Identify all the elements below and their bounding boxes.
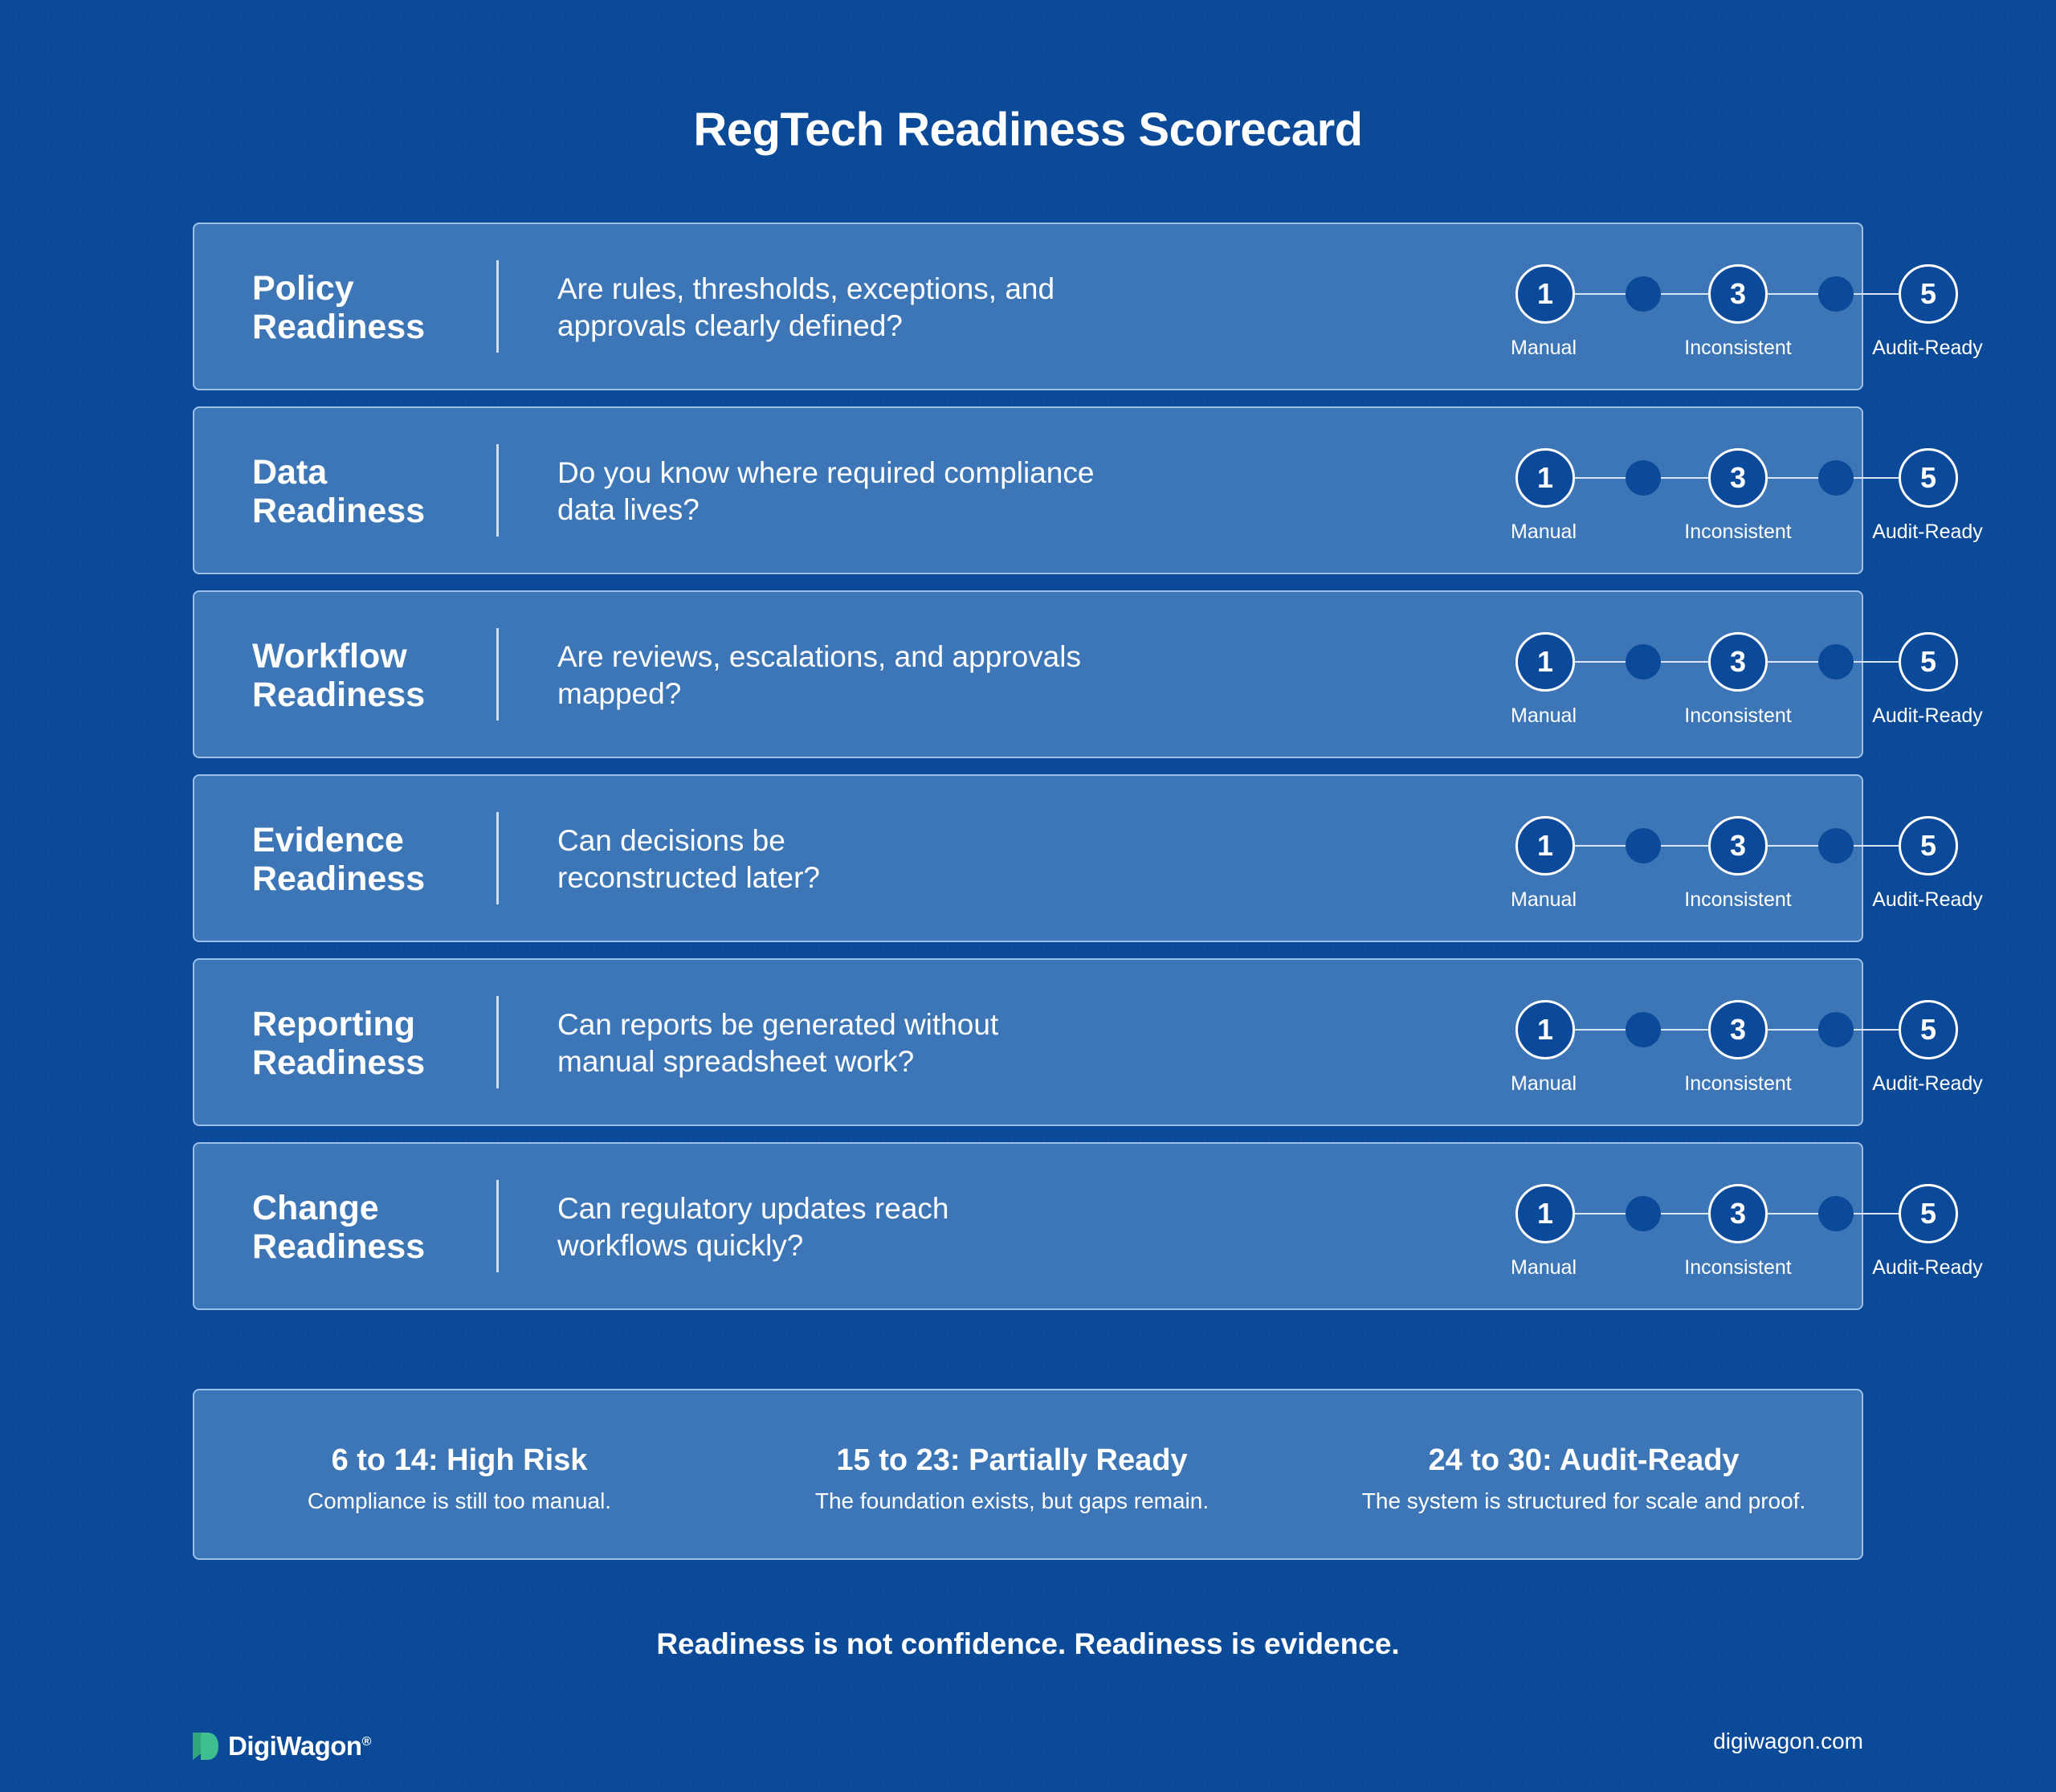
row-question-line1: Are reviews, escalations, and approvals [557, 640, 1081, 673]
rating-option-4[interactable] [1818, 828, 1854, 863]
row-question [557, 271, 1168, 345]
rating-scale [1319, 408, 1983, 576]
rating-option-1[interactable]: 1 [1515, 264, 1575, 324]
scale-label-low: Manual [1511, 1256, 1577, 1279]
rating-option-1[interactable]: 1 [1515, 1184, 1575, 1243]
row-title-line2: Readiness [252, 1043, 426, 1082]
rating-option-5[interactable]: 5 [1899, 632, 1958, 692]
row-question [557, 1006, 1168, 1080]
legend-description: The foundation exists, but gaps remain. [814, 1488, 1210, 1513]
row-title-line2: Readiness [252, 492, 426, 530]
rating-option-5[interactable]: 5 [1899, 1184, 1958, 1243]
rating-option-3[interactable]: 3 [1708, 264, 1768, 324]
row-question [557, 639, 1168, 712]
legend-title: 15 to 23: Partially Ready [836, 1443, 1188, 1477]
row-title-line1: Evidence [252, 821, 404, 859]
page-title: RegTech Readiness Scorecard [693, 104, 1363, 156]
scale-label-high: Audit-Ready [1872, 1072, 1983, 1095]
row-title-line1: Workflow [252, 637, 407, 676]
row-question-line2: workflows quickly? [557, 1229, 804, 1262]
rating-option-3[interactable]: 3 [1708, 1184, 1768, 1243]
registered-mark: ® [361, 1735, 371, 1749]
row-title [252, 269, 493, 346]
rating-option-3[interactable]: 3 [1708, 816, 1768, 876]
scorecard-row-policy [193, 222, 1983, 390]
row-question-line1: Do you know where required compliance [557, 456, 1095, 489]
row-title-line1: Change [252, 1189, 379, 1227]
scorecard-row-evidence [193, 774, 1983, 942]
rating-scale [1319, 224, 1983, 392]
rating-option-5[interactable]: 5 [1899, 1000, 1958, 1059]
row-title-line2: Readiness [252, 1227, 426, 1266]
row-title-line2: Readiness [252, 676, 426, 714]
scale-label-low: Manual [1511, 888, 1577, 911]
row-title-line2: Readiness [252, 308, 426, 346]
tagline: Readiness is not confidence. Readiness is evidence. [656, 1627, 1400, 1660]
digiwagon-logo-icon [191, 1731, 220, 1761]
row-divider [496, 444, 499, 537]
legend-high-risk [194, 1442, 724, 1517]
row-divider [496, 1180, 499, 1272]
row-question [557, 455, 1168, 529]
website-link[interactable]: digiwagon.com [1713, 1729, 1863, 1753]
rating-scale [1319, 776, 1983, 944]
rating-option-1[interactable]: 1 [1515, 1000, 1575, 1059]
scorecard-rows [193, 222, 1983, 1326]
row-title [252, 1189, 493, 1266]
scale-label-low: Manual [1511, 337, 1577, 359]
row-question-line2: reconstructed later? [557, 861, 821, 894]
brand-logo[interactable] [191, 1729, 371, 1764]
brand-name [228, 1731, 371, 1761]
row-question-line2: mapped? [557, 677, 682, 710]
row-title [252, 821, 493, 898]
row-question-line1: Can reports be generated without [557, 1008, 999, 1041]
row-question-line2: data lives? [557, 493, 700, 526]
rating-option-1[interactable]: 1 [1515, 632, 1575, 692]
rating-option-4[interactable] [1818, 276, 1854, 312]
row-question [557, 823, 1168, 896]
row-title-line1: Reporting [252, 1005, 416, 1043]
rating-option-2[interactable] [1626, 276, 1661, 312]
row-divider [496, 628, 499, 720]
legend-title: 24 to 30: Audit-Ready [1428, 1443, 1740, 1477]
rating-scale [1319, 1144, 1983, 1312]
row-question-line1: Can decisions be [557, 824, 785, 857]
row-question-line2: manual spreadsheet work? [557, 1045, 915, 1078]
scale-label-high: Audit-Ready [1872, 337, 1983, 359]
rating-option-3[interactable]: 3 [1708, 632, 1768, 692]
rating-option-1[interactable]: 1 [1515, 816, 1575, 876]
rating-option-2[interactable] [1626, 1196, 1661, 1231]
scale-label-high: Audit-Ready [1872, 1256, 1983, 1279]
scale-label-high: Audit-Ready [1872, 704, 1983, 727]
row-question-line2: approvals clearly defined? [557, 309, 903, 342]
legend-description: Compliance is still too manual. [307, 1488, 612, 1513]
scale-label-high: Audit-Ready [1872, 520, 1983, 543]
rating-scale [1319, 592, 1983, 760]
row-question-line1: Can regulatory updates reach [557, 1192, 949, 1225]
rating-option-5[interactable]: 5 [1899, 264, 1958, 324]
scale-label-mid: Inconsistent [1684, 1256, 1792, 1279]
scorecard-row-workflow [193, 590, 1983, 758]
row-title [252, 1005, 493, 1082]
rating-option-4[interactable] [1818, 644, 1854, 680]
row-title [252, 637, 493, 714]
rating-option-1[interactable]: 1 [1515, 448, 1575, 508]
row-question-line1: Are rules, thresholds, exceptions, and [557, 272, 1055, 305]
scale-label-low: Manual [1511, 520, 1577, 543]
rating-option-4[interactable] [1818, 460, 1854, 496]
row-divider [496, 812, 499, 904]
scale-label-mid: Inconsistent [1684, 888, 1792, 911]
rating-option-2[interactable] [1626, 1012, 1661, 1047]
scorecard-row-data [193, 406, 1983, 574]
rating-scale [1319, 960, 1983, 1128]
row-divider [496, 996, 499, 1088]
rating-option-5[interactable]: 5 [1899, 816, 1958, 876]
rating-option-2[interactable] [1626, 644, 1661, 680]
legend-title: 6 to 14: High Risk [331, 1443, 588, 1477]
row-title [252, 453, 493, 530]
scorecard-row-reporting [193, 958, 1983, 1126]
rating-option-4[interactable] [1818, 1196, 1854, 1231]
scale-label-mid: Inconsistent [1684, 337, 1792, 359]
row-divider [496, 260, 499, 353]
brand-name-text: DigiWagon [228, 1731, 362, 1761]
scale-label-low: Manual [1511, 1072, 1577, 1095]
score-legend [193, 1389, 1863, 1560]
row-title-line2: Readiness [252, 859, 426, 898]
rating-option-4[interactable] [1818, 1012, 1854, 1047]
scale-label-low: Manual [1511, 704, 1577, 727]
legend-partially-ready [747, 1442, 1277, 1517]
row-title-line1: Policy [252, 269, 354, 308]
scale-label-mid: Inconsistent [1684, 704, 1792, 727]
rating-option-5[interactable]: 5 [1899, 448, 1958, 508]
rating-option-2[interactable] [1626, 828, 1661, 863]
row-question [557, 1190, 1168, 1264]
scale-label-mid: Inconsistent [1684, 1072, 1792, 1095]
scorecard-row-change [193, 1142, 1983, 1310]
scale-label-mid: Inconsistent [1684, 520, 1792, 543]
legend-description: The system is structured for scale and proof. [1361, 1488, 1806, 1513]
row-title-line1: Data [252, 453, 328, 492]
rating-option-3[interactable]: 3 [1708, 448, 1768, 508]
scale-label-high: Audit-Ready [1872, 888, 1983, 911]
rating-option-2[interactable] [1626, 460, 1661, 496]
rating-option-3[interactable]: 3 [1708, 1000, 1768, 1059]
legend-audit-ready [1319, 1442, 1849, 1517]
